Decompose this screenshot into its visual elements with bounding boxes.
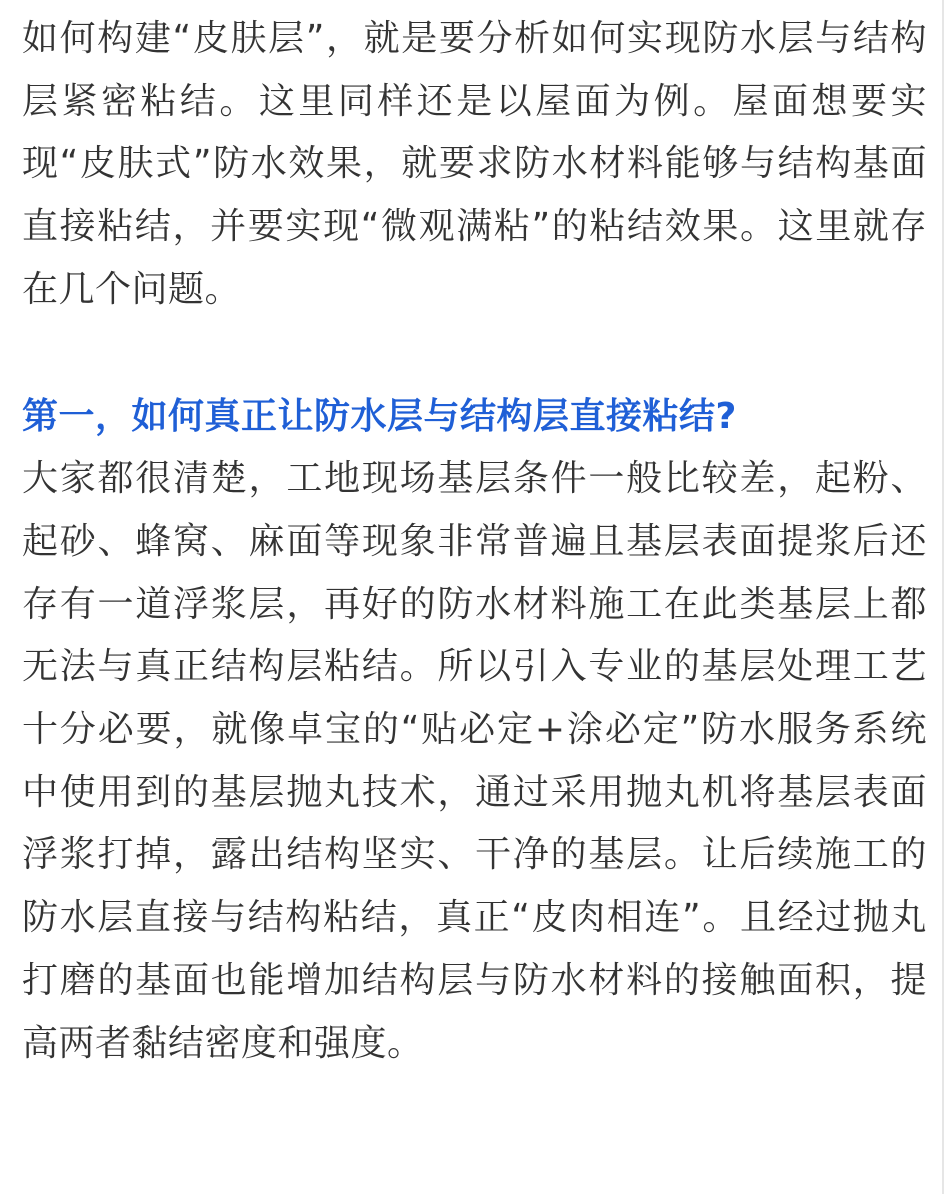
paragraph-spacer (22, 322, 927, 384)
paragraph-base-treatment: 大家都很清楚，工地现场基层条件一般比较差，起粉、起砂、蜂窝、麻面等现象非常普遍且基层表面提浆后还存有一道浮浆层，再好的防水材料施工在此类基层上都无法与真正结构层粘结。所以引入专业的基层处理工艺十分必要，就像卓宝的“贴必定+涂必定”防水服务系统中使用到的基层抛丸技术，通过采用抛丸机将基层表面浮浆打掉，露出结构坚实、干净的基层。让后续施工的防水层直接与结构粘结，真正“皮肉相连”。且经过抛丸打磨的基面也能增加结构层与防水材料的接触面积，提高两者黏结密度和强度。 (22, 458, 927, 1064)
section-heading: 第一，如何真正让防水层与结构层直接粘结? (22, 395, 737, 437)
paragraph-intro: 如何构建“皮肤层”，就是要分析如何实现防水层与结构层紧密粘结。这里同样还是以屋面为例。屋面想要实现“皮肤式”防水效果，就要求防水材料能够与结构基面直接粘结，并要实现“微观满粘”的粘结效果。这里就存在几个问题。 (22, 18, 927, 310)
article-body (22, 0, 927, 1075)
